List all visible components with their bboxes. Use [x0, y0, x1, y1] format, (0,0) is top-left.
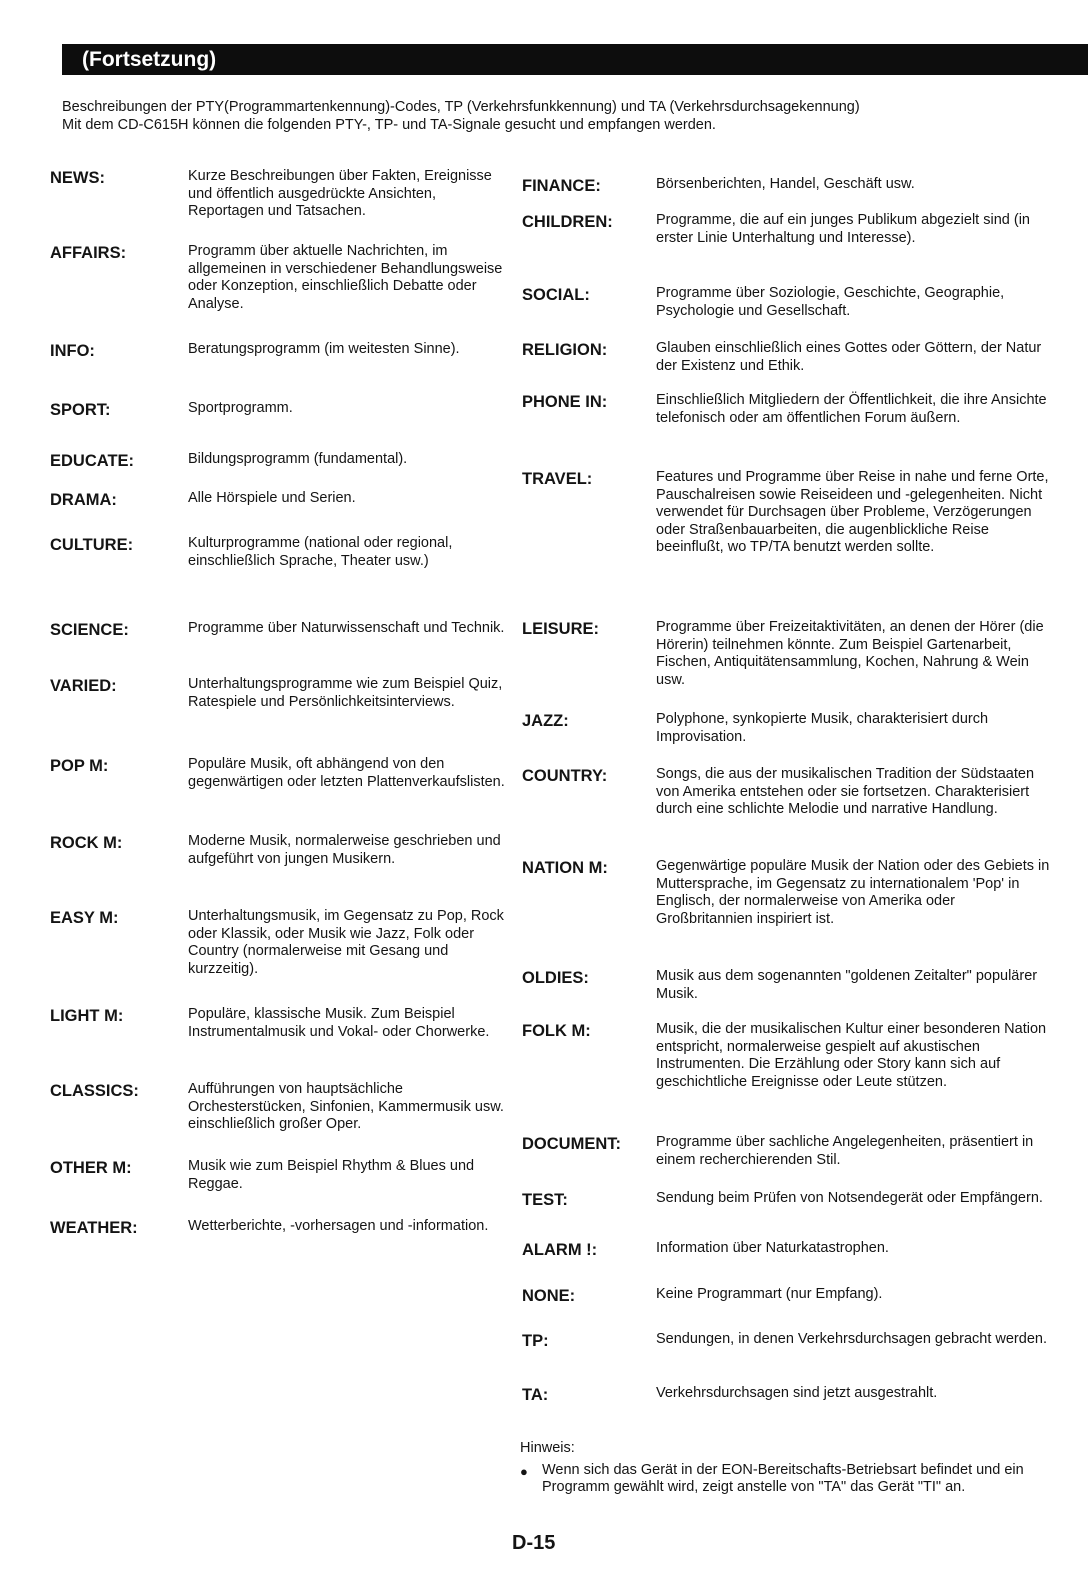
entry-desc: Programme über Naturwissenschaft und Technik.: [188, 620, 505, 636]
entry-term: SPORT:: [50, 401, 111, 419]
entry-term: SCIENCE:: [50, 621, 129, 639]
entry-term: LIGHT M:: [50, 1007, 124, 1025]
entry-desc: Gegenwärtige populäre Musik der Nation oder des Gebiets in Muttersprache, im Gegensatz zu internationalem 'Pop' in Englisch, der normalerweise von Amerika oder Großbritannien inspiriert ist.: [656, 858, 1050, 927]
entry-desc: Moderne Musik, normalerweise geschrieben und aufgeführt von jungen Musikern.: [188, 833, 501, 867]
intro-line-2: Mit dem CD-C615H können die folgenden PTY-, TP- und TA-Signale gesucht und empfangen werden.: [62, 117, 716, 133]
note-title: Hinweis:: [520, 1440, 575, 1456]
entry-term: EASY M:: [50, 909, 119, 927]
page-number: D-15: [512, 1532, 556, 1554]
note-item: [520, 1462, 1040, 1497]
entry-term: OTHER M:: [50, 1159, 132, 1177]
entry-term: AFFAIRS:: [50, 244, 127, 262]
entry-term: RELIGION:: [522, 341, 608, 359]
entry-term: ROCK M:: [50, 834, 123, 852]
intro-text: [62, 98, 1062, 134]
entry-term: NEWS:: [50, 169, 105, 187]
note-block: [520, 1440, 1040, 1497]
entry-desc: Börsenberichten, Handel, Geschäft usw.: [656, 176, 915, 192]
entry-desc: Alle Hörspiele und Serien.: [188, 490, 356, 506]
entry-term: LEISURE:: [522, 620, 600, 638]
entry-desc: Wetterberichte, -vorhersagen und -information.: [188, 1218, 489, 1234]
note-text: Wenn sich das Gerät in der EON-Bereitschafts-Betriebsart befindet und ein Programm gewählt wird, zeigt anstelle von "TA" das Gerät "TI" an.: [542, 1461, 1024, 1495]
entry-desc: Programme über Freizeitaktivitäten, an denen der Hörer (die Hörerin) teilnehmen könnte. Zum Beispiel Gartenarbeit, Fischen, Antiquitätensammlung, Kochen, Nahrung & Wein usw.: [656, 619, 1044, 688]
entry-desc: Kurze Beschreibungen über Fakten, Ereignisse und öffentlich ausgedrückte Ansichten, Reportagen und Tatsachen.: [188, 168, 492, 219]
entry-term: FINANCE:: [522, 177, 601, 195]
bullet-icon: ●: [520, 1463, 528, 1479]
entry-term: TRAVEL:: [522, 470, 593, 488]
entry-desc: Programme über sachliche Angelegenheiten, präsentiert in einem recherchierenden Stil.: [656, 1134, 1034, 1168]
entry-term: OLDIES:: [522, 969, 589, 987]
entry-desc: Programm über aktuelle Nachrichten, im allgemeinen in verschiedener Behandlungsweise oder Konzeption, einschließlich Debatte oder Analyse.: [188, 243, 503, 312]
entry-term: JAZZ:: [522, 712, 569, 730]
entry-desc: Sportprogramm.: [188, 400, 293, 416]
entry-term: COUNTRY:: [522, 767, 608, 785]
entry-term: EDUCATE:: [50, 452, 135, 470]
entry-desc: Programme, die auf ein junges Publikum abgezielt sind (in erster Linie Unterhaltung und Interesse).: [656, 212, 1030, 246]
entry-desc: Bildungsprogramm (fundamental).: [188, 451, 408, 467]
entry-term: INFO:: [50, 342, 95, 360]
intro-line-1: Beschreibungen der PTY(Programmartenkennung)-Codes, TP (Verkehrsfunkkennung) und TA (Verkehrsdurchsagekennung): [62, 99, 860, 115]
entry-term: WEATHER:: [50, 1219, 138, 1237]
entry-term: TA:: [522, 1386, 549, 1404]
entry-term: DOCUMENT:: [522, 1135, 621, 1153]
entry-term: FOLK M:: [522, 1022, 591, 1040]
section-title: (Fortsetzung): [82, 48, 217, 71]
entry-desc: Einschließlich Mitgliedern der Öffentlichkeit, die ihre Ansichte telefonisch oder am öffentlichen Forum äußern.: [656, 392, 1047, 426]
entry-desc: Populäre Musik, oft abhängend von den gegenwärtigen oder letzten Plattenverkaufslisten.: [188, 756, 505, 790]
entry-desc: Songs, die aus der musikalischen Tradition der Südstaaten von Amerika entstehen oder sie fortsetzen. Charakterisiert durch eine schlichte Melodie und narrative Handlung.: [656, 766, 1035, 817]
entry-desc: Unterhaltungsmusik, im Gegensatz zu Pop, Rock oder Klassik, oder Musik wie Jazz, Folk oder Country (normalerweise mit Gesang und kurzzeitig).: [188, 908, 504, 977]
entry-term: CHILDREN:: [522, 213, 613, 231]
entry-desc: Sendung beim Prüfen von Notsendegerät oder Empfängern.: [656, 1190, 1043, 1206]
entry-desc: Glauben einschließlich eines Gottes oder Göttern, der Natur der Existenz und Ethik.: [656, 340, 1042, 374]
entry-term: SOCIAL:: [522, 286, 590, 304]
entry-desc: Keine Programmart (nur Empfang).: [656, 1286, 883, 1302]
entry-desc: Musik, die der musikalischen Kultur einer besonderen Nation entspricht, normalerweise gespielt auf akustischen Instrumenten. Die Erzählung oder Story kann sich auf geschichtliche Ereignisse oder Leute stützen.: [656, 1021, 1047, 1090]
entry-desc: Information über Naturkatastrophen.: [656, 1240, 889, 1256]
entry-desc: Verkehrsdurchsagen sind jetzt ausgestrahlt.: [656, 1385, 938, 1401]
entry-term: NATION M:: [522, 859, 608, 877]
entry-desc: Musik aus dem sogenannten "goldenen Zeitalter" populärer Musik.: [656, 968, 1038, 1002]
entry-term: TP:: [522, 1332, 549, 1350]
entry-desc: Kulturprogramme (national oder regional, einschließlich Sprache, Theater usw.): [188, 535, 453, 569]
entry-desc: Programme über Soziologie, Geschichte, Geographie, Psychologie und Gesellschaft.: [656, 285, 1005, 319]
entry-term: NONE:: [522, 1287, 576, 1305]
entry-desc: Unterhaltungsprogramme wie zum Beispiel Quiz, Ratespiele und Persönlichkeitsinterviews.: [188, 676, 503, 710]
entry-desc: Polyphone, synkopierte Musik, charakterisiert durch Improvisation.: [656, 711, 989, 745]
entry-term: PHONE IN:: [522, 393, 608, 411]
entry-term: DRAMA:: [50, 491, 117, 509]
entry-desc: Beratungsprogramm (im weitesten Sinne).: [188, 341, 460, 357]
entry-desc: Populäre, klassische Musik. Zum Beispiel Instrumentalmusik und Vokal- oder Chorwerke.: [188, 1006, 490, 1040]
entry-desc: Aufführungen von hauptsächliche Orchesterstücken, Sinfonien, Kammermusik usw. einschließlich großer Oper.: [188, 1081, 504, 1132]
entry-term: TEST:: [522, 1191, 568, 1209]
entry-term: VARIED:: [50, 677, 117, 695]
entry-term: CLASSICS:: [50, 1082, 139, 1100]
entry-desc: Features und Programme über Reise in nahe und ferne Orte, Pauschalreisen sowie Reiseideen und -gelegenheiten. Nicht verwendet für Durchsagen über Probleme, Verzögerungen oder Straßenbauarbeiten, die augenblickliche Reise beeinflußt, wo TP/TA benutzt werden sollte.: [656, 469, 1049, 555]
entry-desc: Musik wie zum Beispiel Rhythm & Blues und Reggae.: [188, 1158, 475, 1192]
entry-term: POP M:: [50, 757, 109, 775]
entry-term: CULTURE:: [50, 536, 134, 554]
entry-desc: Sendungen, in denen Verkehrsdurchsagen gebracht werden.: [656, 1331, 1047, 1347]
entry-term: ALARM !:: [522, 1241, 598, 1259]
